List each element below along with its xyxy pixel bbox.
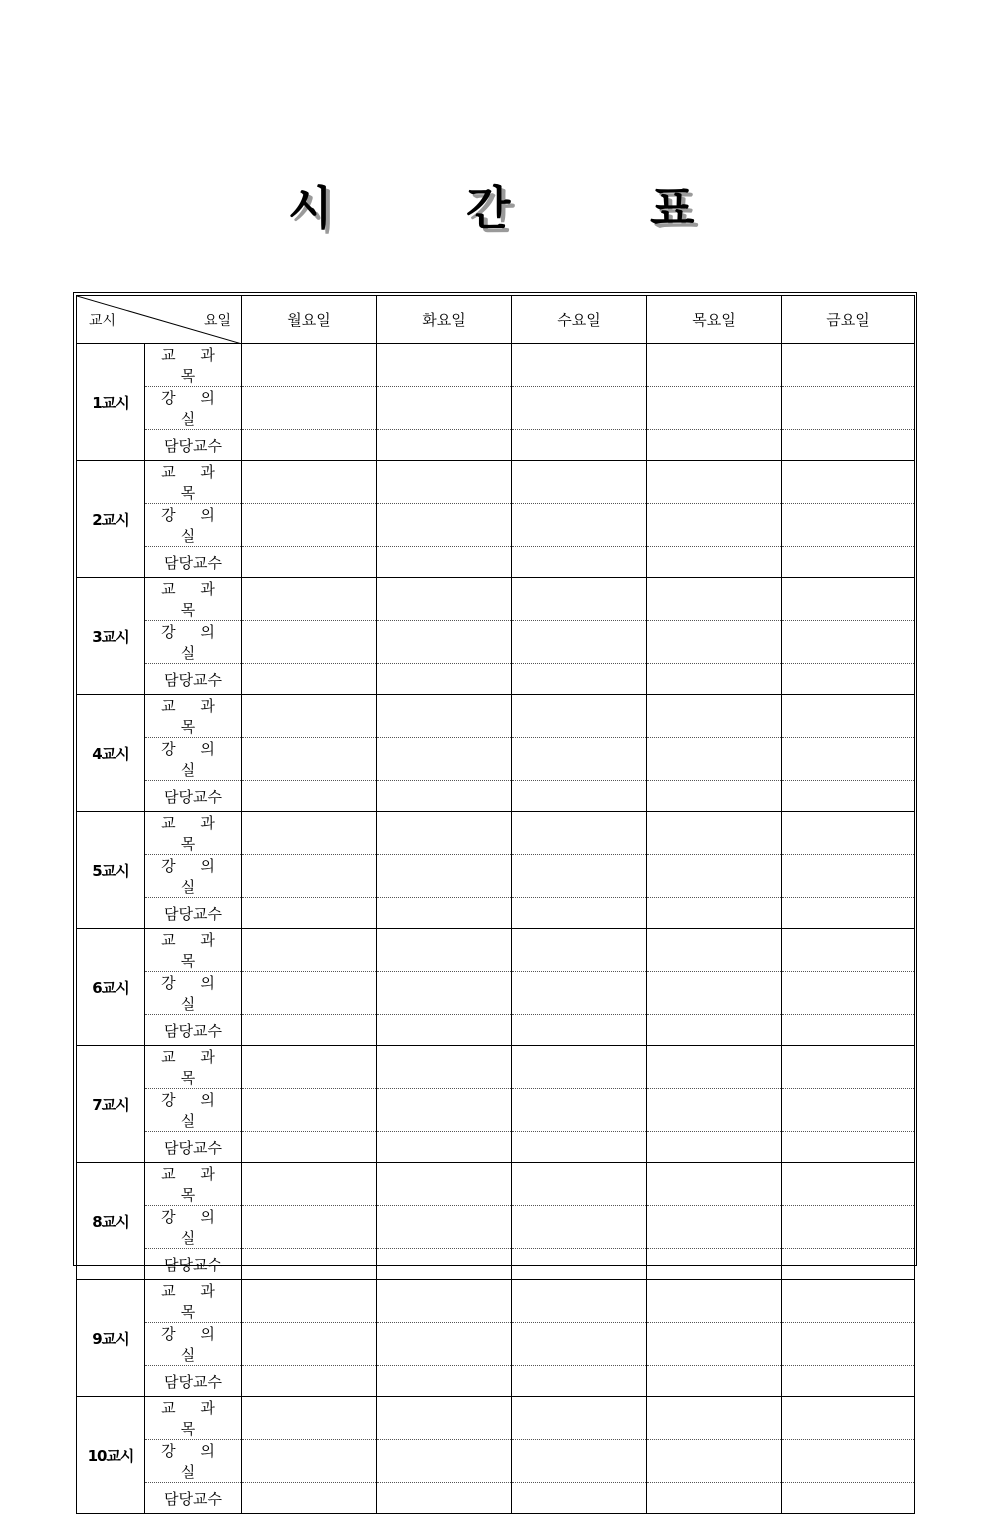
period-label: 6교시 [77,929,145,1046]
schedule-cell[interactable] [242,855,377,898]
schedule-cell[interactable] [242,387,377,430]
schedule-cell[interactable] [242,1015,377,1046]
schedule-cell[interactable] [377,929,512,972]
schedule-cell[interactable] [512,1323,647,1366]
timetable-row [77,461,915,504]
schedule-cell[interactable] [647,972,782,1015]
period-label: 1교시 [77,344,145,461]
page-title [0,180,992,240]
row-label: 강 의 실 [145,1323,242,1366]
schedule-cell[interactable] [512,387,647,430]
schedule-cell[interactable] [782,1206,915,1249]
row-label: 강 의 실 [145,738,242,781]
schedule-cell[interactable] [647,621,782,664]
day-header: 월요일 [242,296,377,344]
header-row [77,296,915,344]
schedule-cell[interactable] [782,461,915,504]
timetable-row [77,504,915,547]
timetable-row [77,578,915,621]
schedule-cell[interactable] [512,1280,647,1323]
schedule-cell[interactable] [512,578,647,621]
row-label: 강 의 실 [145,621,242,664]
period-label: 2교시 [77,461,145,578]
schedule-cell[interactable] [782,664,915,695]
schedule-cell[interactable] [242,547,377,578]
schedule-cell[interactable] [782,621,915,664]
schedule-cell[interactable] [512,1366,647,1397]
row-label: 교 과 목 [145,344,242,387]
schedule-cell[interactable] [512,812,647,855]
schedule-cell[interactable] [242,1440,377,1483]
timetable [76,295,915,1514]
timetable-row [77,1366,915,1397]
schedule-cell[interactable] [782,855,915,898]
schedule-cell[interactable] [242,461,377,504]
timetable-row [77,781,915,812]
timetable-row [77,1483,915,1514]
row-label: 교 과 목 [145,812,242,855]
schedule-cell[interactable] [647,547,782,578]
timetable-row [77,1046,915,1089]
schedule-cell[interactable] [242,1132,377,1163]
day-header: 수요일 [512,296,647,344]
row-label: 교 과 목 [145,1280,242,1323]
schedule-cell[interactable] [512,972,647,1015]
schedule-cell[interactable] [647,1132,782,1163]
schedule-cell[interactable] [377,1483,512,1514]
schedule-cell[interactable] [647,1089,782,1132]
timetable-row [77,430,915,461]
schedule-cell[interactable] [782,1440,915,1483]
schedule-cell[interactable] [647,1280,782,1323]
corner-label-period: 교시 [89,313,117,329]
schedule-cell[interactable] [647,461,782,504]
schedule-cell[interactable] [647,1440,782,1483]
period-label: 7교시 [77,1046,145,1163]
row-label: 교 과 목 [145,1046,242,1089]
row-label: 강 의 실 [145,1089,242,1132]
schedule-cell[interactable] [647,812,782,855]
schedule-cell[interactable] [512,695,647,738]
schedule-cell[interactable] [782,1132,915,1163]
row-label: 교 과 목 [145,461,242,504]
schedule-cell[interactable] [377,504,512,547]
timetable-row [77,664,915,695]
schedule-cell[interactable] [377,1206,512,1249]
row-label: 담당교수 [145,1483,242,1514]
schedule-cell[interactable] [782,1089,915,1132]
period-label: 3교시 [77,578,145,695]
schedule-cell[interactable] [647,738,782,781]
schedule-cell[interactable] [242,1249,377,1280]
timetable-row [77,1206,915,1249]
schedule-cell[interactable] [782,1323,915,1366]
timetable-row [77,929,915,972]
schedule-cell[interactable] [377,1046,512,1089]
schedule-cell[interactable] [377,1089,512,1132]
schedule-cell[interactable] [377,812,512,855]
schedule-cell[interactable] [242,898,377,929]
title-char-1: 시 [288,181,333,235]
schedule-cell[interactable] [512,738,647,781]
schedule-cell[interactable] [782,1483,915,1514]
schedule-cell[interactable] [377,781,512,812]
schedule-cell[interactable] [647,1366,782,1397]
schedule-cell[interactable] [647,855,782,898]
schedule-cell[interactable] [647,430,782,461]
row-label: 담당교수 [145,1249,242,1280]
timetable-row [77,855,915,898]
schedule-cell[interactable] [782,1249,915,1280]
timetable-row [77,695,915,738]
row-label: 교 과 목 [145,578,242,621]
schedule-cell[interactable] [242,504,377,547]
schedule-cell[interactable] [377,461,512,504]
schedule-cell[interactable] [782,430,915,461]
schedule-cell[interactable] [377,344,512,387]
row-label: 담당교수 [145,898,242,929]
schedule-cell[interactable] [782,344,915,387]
row-label: 담당교수 [145,1366,242,1397]
row-label: 강 의 실 [145,504,242,547]
schedule-cell[interactable] [512,621,647,664]
schedule-cell[interactable] [242,1163,377,1206]
schedule-cell[interactable] [242,621,377,664]
schedule-cell[interactable] [647,504,782,547]
timetable-row [77,898,915,929]
schedule-cell[interactable] [782,929,915,972]
schedule-cell[interactable] [242,1323,377,1366]
schedule-cell[interactable] [242,972,377,1015]
schedule-cell[interactable] [512,1046,647,1089]
schedule-cell[interactable] [377,430,512,461]
row-label: 교 과 목 [145,929,242,972]
schedule-cell[interactable] [242,1089,377,1132]
timetable-row [77,344,915,387]
timetable-row [77,812,915,855]
schedule-cell[interactable] [377,1249,512,1280]
schedule-cell[interactable] [377,664,512,695]
timetable-row [77,547,915,578]
timetable-row [77,621,915,664]
schedule-cell[interactable] [647,1163,782,1206]
schedule-cell[interactable] [377,1440,512,1483]
schedule-cell[interactable] [242,1483,377,1514]
schedule-cell[interactable] [647,1323,782,1366]
schedule-cell[interactable] [782,972,915,1015]
schedule-cell[interactable] [647,578,782,621]
schedule-cell[interactable] [512,461,647,504]
schedule-cell[interactable] [377,578,512,621]
schedule-cell[interactable] [512,898,647,929]
row-label: 강 의 실 [145,855,242,898]
schedule-cell[interactable] [512,1015,647,1046]
schedule-cell[interactable] [377,695,512,738]
schedule-cell[interactable] [512,1249,647,1280]
schedule-cell[interactable] [782,1163,915,1206]
schedule-cell[interactable] [512,504,647,547]
schedule-cell[interactable] [512,1163,647,1206]
schedule-cell[interactable] [782,1046,915,1089]
timetable-row [77,1089,915,1132]
day-header: 화요일 [377,296,512,344]
schedule-cell[interactable] [242,578,377,621]
row-label: 담당교수 [145,664,242,695]
schedule-cell[interactable] [377,387,512,430]
row-label: 담당교수 [145,781,242,812]
schedule-cell[interactable] [647,929,782,972]
schedule-cell[interactable] [512,547,647,578]
day-header: 목요일 [647,296,782,344]
schedule-cell[interactable] [512,1089,647,1132]
schedule-cell[interactable] [377,738,512,781]
timetable-row [77,1132,915,1163]
schedule-cell[interactable] [647,387,782,430]
schedule-cell[interactable] [377,898,512,929]
timetable-row [77,738,915,781]
schedule-cell[interactable] [782,812,915,855]
schedule-cell[interactable] [512,929,647,972]
schedule-cell[interactable] [242,738,377,781]
schedule-cell[interactable] [242,664,377,695]
schedule-cell[interactable] [782,1015,915,1046]
schedule-cell[interactable] [512,1440,647,1483]
row-label: 교 과 목 [145,1163,242,1206]
corner-cell [77,296,242,344]
schedule-cell[interactable] [647,1046,782,1089]
schedule-cell[interactable] [512,781,647,812]
schedule-cell[interactable] [377,1280,512,1323]
schedule-cell[interactable] [242,1046,377,1089]
timetable-row [77,1249,915,1280]
timetable-row [77,387,915,430]
schedule-cell[interactable] [647,664,782,695]
schedule-cell[interactable] [377,855,512,898]
schedule-cell[interactable] [242,1366,377,1397]
row-label: 담당교수 [145,547,242,578]
schedule-cell[interactable] [512,1132,647,1163]
row-label: 교 과 목 [145,695,242,738]
schedule-cell[interactable] [512,1483,647,1514]
schedule-cell[interactable] [242,812,377,855]
schedule-cell[interactable] [647,695,782,738]
schedule-cell[interactable] [782,547,915,578]
title-char-2: 간 [466,181,511,235]
schedule-cell[interactable] [647,1249,782,1280]
period-label: 8교시 [77,1163,145,1280]
schedule-cell[interactable] [377,972,512,1015]
schedule-cell[interactable] [242,1206,377,1249]
title-char-3: 표 [650,181,695,235]
timetable-row [77,1323,915,1366]
schedule-cell[interactable] [512,664,647,695]
timetable-row [77,1440,915,1483]
schedule-cell[interactable] [782,387,915,430]
timetable-row [77,1015,915,1046]
schedule-cell[interactable] [647,1206,782,1249]
period-label: 5교시 [77,812,145,929]
timetable-row [77,972,915,1015]
schedule-cell[interactable] [512,344,647,387]
timetable-row [77,1280,915,1323]
schedule-cell[interactable] [242,1280,377,1323]
schedule-cell[interactable] [647,1015,782,1046]
corner-label-day: 요일 [203,313,231,329]
timetable-row [77,1163,915,1206]
schedule-cell[interactable] [647,781,782,812]
schedule-cell[interactable] [242,344,377,387]
schedule-cell[interactable] [782,898,915,929]
period-label: 10교시 [77,1397,145,1514]
schedule-cell[interactable] [242,781,377,812]
schedule-cell[interactable] [647,898,782,929]
period-label: 9교시 [77,1280,145,1397]
schedule-cell[interactable] [782,781,915,812]
schedule-cell[interactable] [782,1366,915,1397]
row-label: 교 과 목 [145,1397,242,1440]
schedule-cell[interactable] [782,578,915,621]
schedule-cell[interactable] [377,1323,512,1366]
row-label: 담당교수 [145,1132,242,1163]
row-label: 담당교수 [145,430,242,461]
row-label: 강 의 실 [145,1440,242,1483]
schedule-cell[interactable] [782,504,915,547]
row-label: 강 의 실 [145,972,242,1015]
schedule-cell[interactable] [242,430,377,461]
row-label: 강 의 실 [145,1206,242,1249]
schedule-cell[interactable] [377,1163,512,1206]
schedule-cell[interactable] [377,1366,512,1397]
schedule-cell[interactable] [647,344,782,387]
schedule-cell[interactable] [647,1483,782,1514]
schedule-cell[interactable] [377,547,512,578]
day-header: 금요일 [782,296,915,344]
schedule-cell[interactable] [377,1015,512,1046]
row-label: 강 의 실 [145,387,242,430]
schedule-cell[interactable] [512,1206,647,1249]
row-label: 담당교수 [145,1015,242,1046]
schedule-cell[interactable] [377,621,512,664]
schedule-cell[interactable] [512,855,647,898]
schedule-cell[interactable] [782,738,915,781]
schedule-cell[interactable] [782,695,915,738]
schedule-cell[interactable] [512,430,647,461]
schedule-cell[interactable] [377,1132,512,1163]
schedule-cell[interactable] [242,695,377,738]
schedule-cell[interactable] [242,929,377,972]
period-label: 4교시 [77,695,145,812]
schedule-cell[interactable] [782,1280,915,1323]
